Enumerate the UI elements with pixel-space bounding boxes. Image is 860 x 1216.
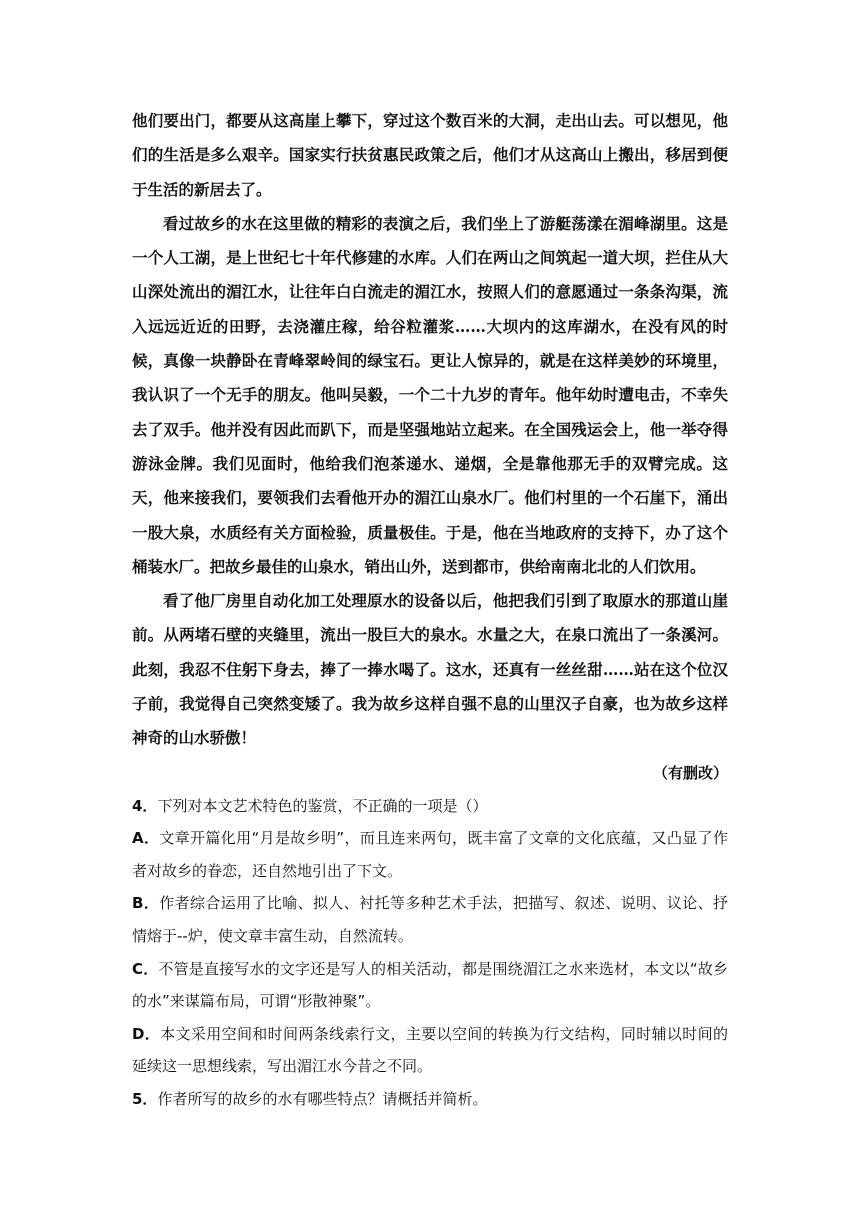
option-letter: B． [132,894,160,913]
option-letter: D． [132,1024,161,1043]
passage [132,104,728,790]
option-d [132,1018,728,1083]
question-stem: 作者所写的故乡的水有哪些特点？请概括并简析。 [157,1089,488,1108]
option-text: 不管是直接写水的文字还是写人的相关活动，都是围绕湄江之水来选材，本文以“故乡的水”来谋篇布局，可谓“形散神聚”。 [132,959,728,1011]
question-5 [132,1083,728,1116]
option-a [132,822,728,887]
question-number: 4． [132,796,158,815]
option-text: 作者综合运用了比喻、拟人、衬托等多种艺术手法，把描写、叙述、说明、议论、抒情熔于--炉，使文章丰富生动，自然流转。 [132,894,728,946]
option-text: 本文采用空间和时间两条线索行文，主要以空间的转换为行文结构，同时辅以时间的延续这一思想线索，写出湄江水今昔之不同。 [132,1024,728,1076]
option-letter: C． [132,959,159,978]
option-letter: A． [132,829,160,848]
passage-paragraph-2: 看过故乡的水在这里做的精彩的表演之后，我们坐上了游艇荡漾在湄峰湖里。这是一个人工湖，是上世纪七十年代修建的水库。人们在两山之间筑起一道大坝，拦住从大山深处流出的湄江水，让往年白白流走的湄江水，按照人们的意愿通过一条条沟渠，流入远远近近的田野，去浇灌庄稼，给谷粒灌浆……大坝内的这库湖水，在没有风的时候，真像一块静卧在青峰翠岭间的绿宝石。更让人惊异的，就是在这样美妙的环境里，我认识了一个无手的朋友。他叫吴毅，一个二十九岁的青年。他年幼时遭电击，不幸失去了双手。他并没有因此而趴下，而是坚强地站立起来。在全国残运会上，他一举夺得游泳金牌。我们见面时，他给我们泡茶递水、递烟，全是靠他那无手的双臂完成。这天，他来接我们，要领我们去看他开办的湄江山泉水厂。他们村里的一个石崖下，涌出一股大泉，水质经有关方面检验，质量极佳。于是，他在当地政府的支持下，办了这个桶装水厂。把故乡最佳的山泉水，销出山外，送到都市，供给南南北北的人们饮用。 [132,213,728,576]
option-text: 文章开篇化用“月是故乡明”，而且连来两句，既丰富了文章的文化底蕴，又凸显了作者对故乡的眷恋，还自然地引出了下文。 [132,829,729,880]
source-note: （有删改） [652,763,728,782]
option-b [132,887,728,952]
question-4 [132,790,728,1083]
option-c [132,953,728,1018]
passage-paragraph-3: 看了他厂房里自动化加工处理原水的设备以后，他把我们引到了取原水的那道山崖前。从两堵石壁的夹缝里，流出一股巨大的泉水。水量之大，在泉口流出了一条溪河。此刻，我忍不住躬下身去，捧了一捧水喝了。这水，还真有一丝丝甜……站在这个位汉子前，我觉得自己突然变矮了。我为故乡这样自强不息的山里汉子自豪，也为故乡这样神奇的山水骄傲！ [132,591,728,748]
passage-paragraph-1: 他们要出门，都要从这高崖上攀下，穿过这个数百米的大洞，走出山去。可以想见，他们的生活是多么艰辛。国家实行扶贫惠民政策之后，他们才从这高山上搬出，移居到便于生活的新居去了。 [132,111,728,199]
question-number: 5． [132,1089,158,1108]
question-stem: 下列对本文艺术特色的鉴赏，不正确的一项是（） [157,796,488,815]
